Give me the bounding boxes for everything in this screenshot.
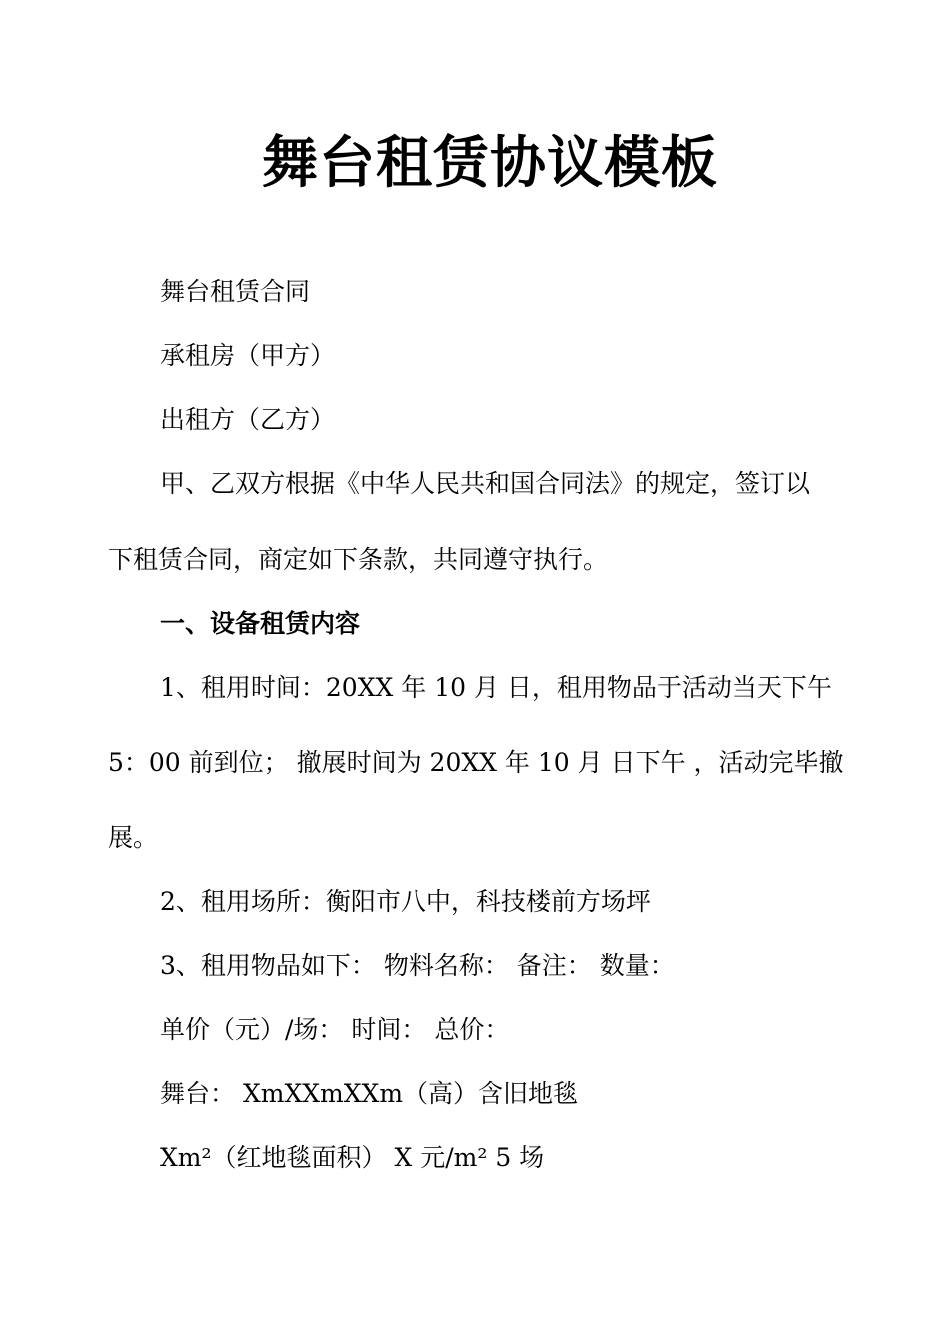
stage-item: 舞台： XmXXmXXm（高）含旧地毯 bbox=[160, 1079, 579, 1108]
carpet-item: Xm²（红地毯面积） X 元/m² 5 场 bbox=[160, 1143, 545, 1172]
intro-paragraph-line-2: 下租赁合同，商定如下条款，共同遵守执行。 bbox=[108, 545, 609, 574]
rental-items-header-continued: 单价（元）/场： 时间： 总价： bbox=[160, 1015, 510, 1044]
party-b-label: 出租方（乙方） bbox=[160, 405, 336, 434]
rental-time-line-2: 5：00 前到位； 撤展时间为 20XX 年 10 月 日下午 ，活动完毕撤 bbox=[108, 748, 844, 777]
rental-time-line-3: 展。 bbox=[108, 823, 159, 852]
rental-items-header: 3、租用物品如下： 物料名称： 备注： 数量： bbox=[160, 951, 675, 980]
rental-venue: 2、租用场所：衡阳市八中，科技楼前方场坪 bbox=[160, 887, 651, 916]
rental-time-line-1: 1、租用时间：20XX 年 10 月 日，租用物品于活动当天下午 bbox=[160, 673, 832, 702]
party-a-label: 承租房（甲方） bbox=[160, 341, 336, 370]
document-title: 舞台租赁协议模板 bbox=[262, 131, 718, 196]
section-heading-equipment: 一、设备租赁内容 bbox=[160, 609, 361, 638]
intro-paragraph-line-1: 甲、乙双方根据《中华人民共和国合同法》的规定，签订以 bbox=[160, 469, 811, 498]
contract-heading: 舞台租赁合同 bbox=[160, 277, 311, 306]
